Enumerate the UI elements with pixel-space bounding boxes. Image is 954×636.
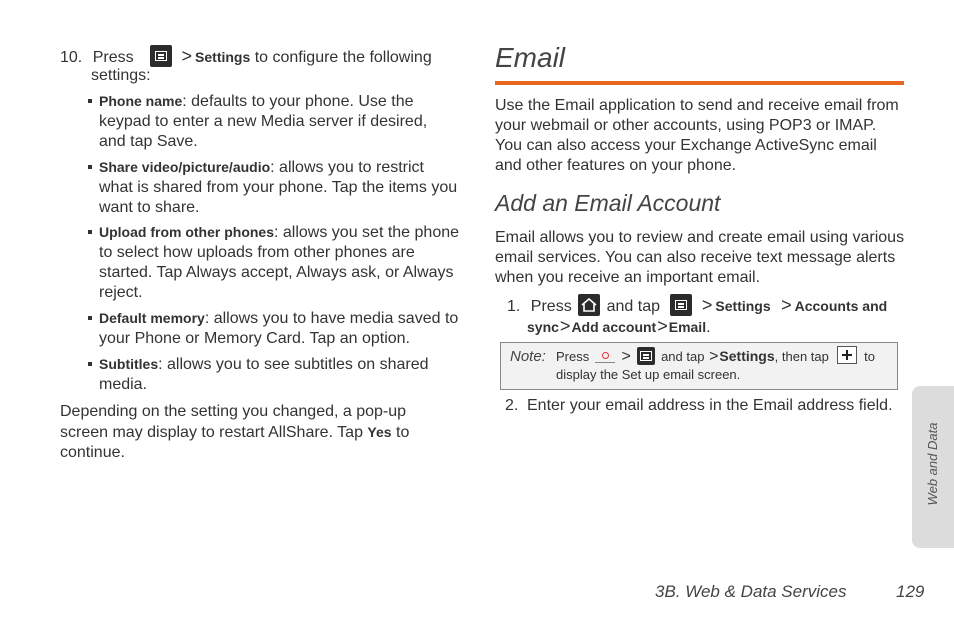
gt-symbol: >	[701, 295, 713, 315]
note-press: Press	[556, 349, 590, 364]
email-label: Email	[668, 319, 707, 335]
notification-icon	[595, 348, 615, 363]
step-text: Enter your email address in the Email address field.	[527, 397, 893, 414]
step-1	[507, 294, 907, 318]
step-1-line2	[527, 316, 711, 338]
step-2	[505, 396, 895, 416]
step-number: 10.	[60, 49, 83, 66]
add-icon	[837, 346, 857, 364]
gt-symbol: >	[621, 348, 631, 365]
gt-symbol: >	[781, 295, 792, 315]
bullet-marker	[88, 99, 92, 103]
menu-key-icon	[670, 294, 692, 316]
step-and-tap: and tap	[606, 298, 660, 315]
bullet-term: Subtitles	[99, 356, 159, 372]
bullet-marker	[88, 362, 92, 366]
note-label: Note:	[510, 348, 546, 365]
step-number: 1.	[507, 298, 521, 315]
note-text	[556, 346, 896, 384]
home-key-icon	[578, 294, 600, 316]
bullet-term: Phone name	[99, 93, 183, 109]
bullet-term: Default memory	[99, 310, 205, 326]
step-10	[60, 45, 460, 68]
bullet-marker	[88, 230, 92, 234]
note-line2: display the Set up email screen.	[556, 367, 741, 382]
step-rest: to configure the following	[250, 49, 432, 66]
settings-label: Settings	[195, 49, 251, 65]
intro-paragraph: Use the Email application to send and receive email from your webmail or other accounts, using POP3 or IMAP. You can also access your Exchange ActiveSync email and other features on your phone.	[495, 97, 899, 174]
bullet-subtitles	[88, 354, 458, 395]
gt-symbol: >	[657, 316, 668, 336]
title-rule	[495, 81, 904, 85]
bullet-term: Upload from other phones	[99, 224, 274, 240]
note-to: to	[864, 349, 875, 364]
bullet-upload	[88, 222, 463, 303]
step-number: 2.	[505, 397, 519, 414]
bullet-text: : allows you set the phone to select how uploads from other phones are started. Tap Always accept, Always ask, or Always reject.	[99, 224, 460, 301]
closing-paragraph	[60, 402, 440, 463]
yes-label: Yes	[367, 424, 392, 440]
gt-symbol: >	[559, 316, 571, 336]
bullet-phone-name	[88, 91, 458, 152]
bullet-share	[88, 157, 458, 218]
bullet-text: : allows you to restrict what is shared from your phone. Tap the items you want to share.	[99, 159, 458, 216]
sub-intro-paragraph: Email allows you to review and create email using various email services. You can also receive text message alerts when you receive an important email.	[495, 229, 905, 286]
gt-symbol: >	[181, 46, 193, 66]
bullet-text: : allows you to see subtitles on shared media.	[99, 356, 429, 393]
footer-section-title: 3B. Web & Data Services	[655, 582, 847, 601]
bullet-term: Share video/picture/audio	[99, 159, 271, 175]
section-side-tab	[912, 386, 954, 548]
bullet-default-memory	[88, 308, 466, 349]
add-account-label: Add account	[571, 319, 657, 335]
bullet-text: : defaults to your phone. Use the keypad to enter a new Media server if desired, and tap Save.	[99, 93, 428, 150]
closing-text: Depending on the setting you changed, a pop-up screen may display to restart AllShare. Tap	[60, 403, 407, 441]
period: .	[706, 319, 711, 336]
note-then-tap: , then tap	[774, 349, 829, 364]
bullet-text: : allows you to have media saved to your Phone or Memory Card. Tap an option.	[99, 310, 459, 347]
note-and-tap: and tap	[661, 349, 705, 364]
menu-key-icon	[637, 347, 655, 365]
settings-label: Settings	[719, 348, 775, 364]
settings-label: Settings	[715, 298, 771, 314]
page-number: 129	[896, 582, 925, 601]
step-10-line2: settings:	[91, 67, 151, 84]
accounts-label: Accounts and	[794, 298, 888, 314]
menu-key-icon	[150, 45, 172, 67]
sync-label: sync	[527, 319, 559, 335]
gt-symbol: >	[709, 348, 719, 365]
bullet-marker	[88, 316, 92, 320]
step-press: Press	[530, 298, 572, 315]
side-tab-label: Web and Data	[925, 422, 940, 506]
bullet-marker	[88, 165, 92, 169]
closing-end: to continue.	[60, 424, 410, 461]
step-press: Press	[92, 49, 134, 66]
section-subheading: Add an Email Account	[495, 190, 721, 216]
page-title: Email	[495, 42, 566, 73]
